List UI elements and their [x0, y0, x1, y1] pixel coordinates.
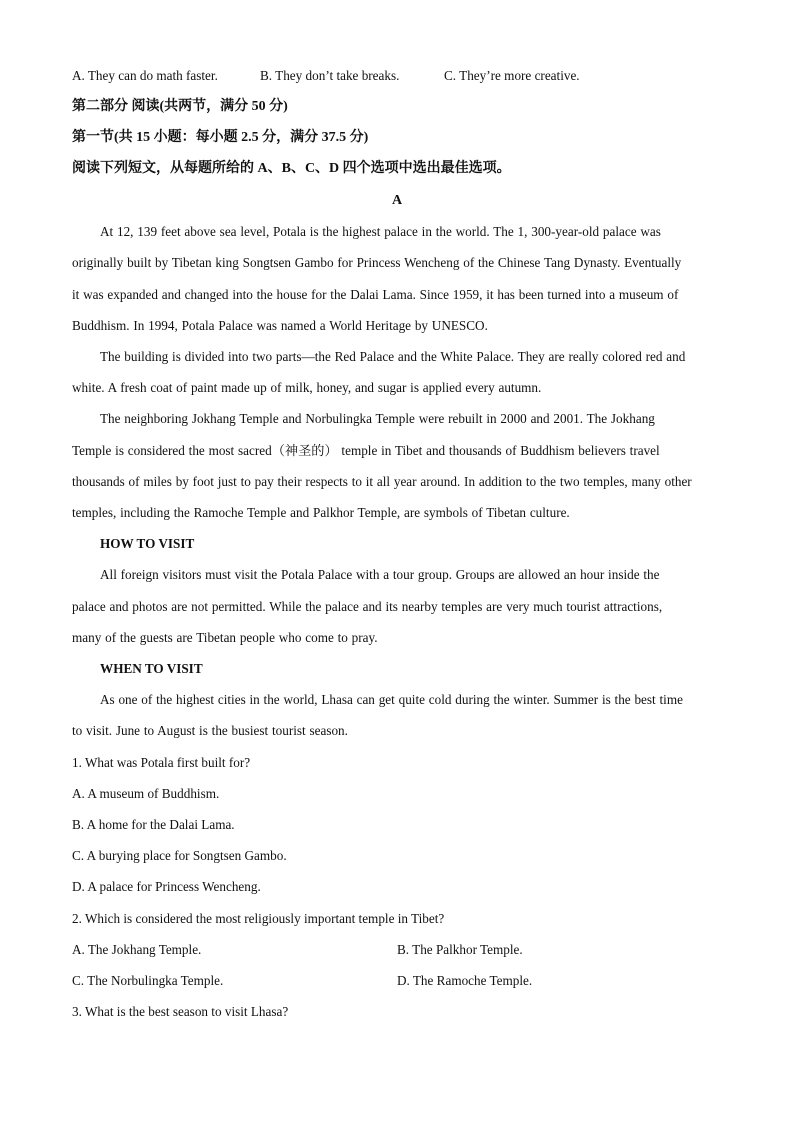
- passage-p3-line: The neighboring Jokhang Temple and Norbulingka Temple were rebuilt in 2000 and 2001. The Jokhang: [100, 411, 655, 426]
- section1-header: 第一节(共 15 小题：每小题 2.5 分，满分 37.5 分): [72, 130, 369, 145]
- question-3-stem: 3. What is the best season to visit Lhasa?: [72, 1004, 289, 1019]
- prev-option-c: C. They’re more creative.: [444, 68, 580, 83]
- question-2-option-a: A. The Jokhang Temple.: [72, 942, 202, 957]
- question-2-stem: 2. Which is considered the most religiously important temple in Tibet?: [72, 911, 445, 926]
- passage-p4-line: palace and photos are not permitted. While the palace and its nearby temples are very much tourist attractions,: [72, 599, 663, 614]
- how-to-visit-heading: HOW TO VISIT: [100, 536, 195, 551]
- passage-p3-line: temples, including the Ramoche Temple and Palkhor Temple, are symbols of Tibetan culture.: [72, 505, 570, 520]
- passage-p4-line: many of the guests are Tibetan people who come to pray.: [72, 630, 378, 645]
- passage-letter: A: [391, 193, 403, 208]
- prev-option-b: B. They don’t take breaks.: [260, 68, 400, 83]
- passage-p2-line: white. A fresh coat of paint made up of milk, honey, and sugar is applied every autumn.: [72, 380, 542, 395]
- part2-header: 第二部分 阅读(共两节，满分 50 分): [72, 99, 288, 114]
- question-1-stem: 1. What was Potala first built for?: [72, 755, 251, 770]
- passage-p5-line: As one of the highest cities in the world, Lhasa can get quite cold during the winter. Summer is the best time: [100, 692, 683, 707]
- when-to-visit-heading: WHEN TO VISIT: [100, 661, 203, 676]
- passage-p4-line: All foreign visitors must visit the Potala Palace with a tour group. Groups are allowed an hour inside the: [100, 567, 660, 582]
- passage-p3-line: Temple is considered the most sacred（神圣的） temple in Tibet and thousands of Buddhism believers travel: [72, 443, 660, 458]
- question-2-option-b: B. The Palkhor Temple.: [397, 942, 523, 957]
- passage-p1-line: At 12, 139 feet above sea level, Potala is the highest palace in the world. The 1, 300-year-old palace was: [100, 224, 661, 239]
- prev-option-a: A. They can do math faster.: [72, 68, 218, 83]
- instructions: 阅读下列短文，从每题所给的 A、B、C、D 四个选项中选出最佳选项。: [72, 161, 511, 176]
- passage-p1-line: Buddhism. In 1994, Potala Palace was named a World Heritage by UNESCO.: [72, 318, 488, 333]
- question-2-option-d: D. The Ramoche Temple.: [397, 973, 533, 988]
- passage-p5-line: to visit. June to August is the busiest tourist season.: [72, 723, 348, 738]
- passage-p1-line: it was expanded and changed into the house for the Dalai Lama. Since 1959, it has been turned into a museum of: [72, 287, 679, 302]
- passage-p2-line: The building is divided into two parts—the Red Palace and the White Palace. They are really colored red and: [100, 349, 686, 364]
- question-1-option-c: C. A burying place for Songtsen Gambo.: [72, 848, 287, 863]
- question-1-option-a: A. A museum of Buddhism.: [72, 786, 220, 801]
- question-2-option-c: C. The Norbulingka Temple.: [72, 973, 224, 988]
- passage-p3-line: thousands of miles by foot just to pay their respects to it all year around. In addition to the two temples, many other: [72, 474, 692, 489]
- passage-p1-line: originally built by Tibetan king Songtsen Gambo for Princess Wencheng of the Chinese Tang Dynasty. Eventually: [72, 255, 682, 270]
- question-1-option-b: B. A home for the Dalai Lama.: [72, 817, 235, 832]
- question-1-option-d: D. A palace for Princess Wencheng.: [72, 879, 261, 894]
